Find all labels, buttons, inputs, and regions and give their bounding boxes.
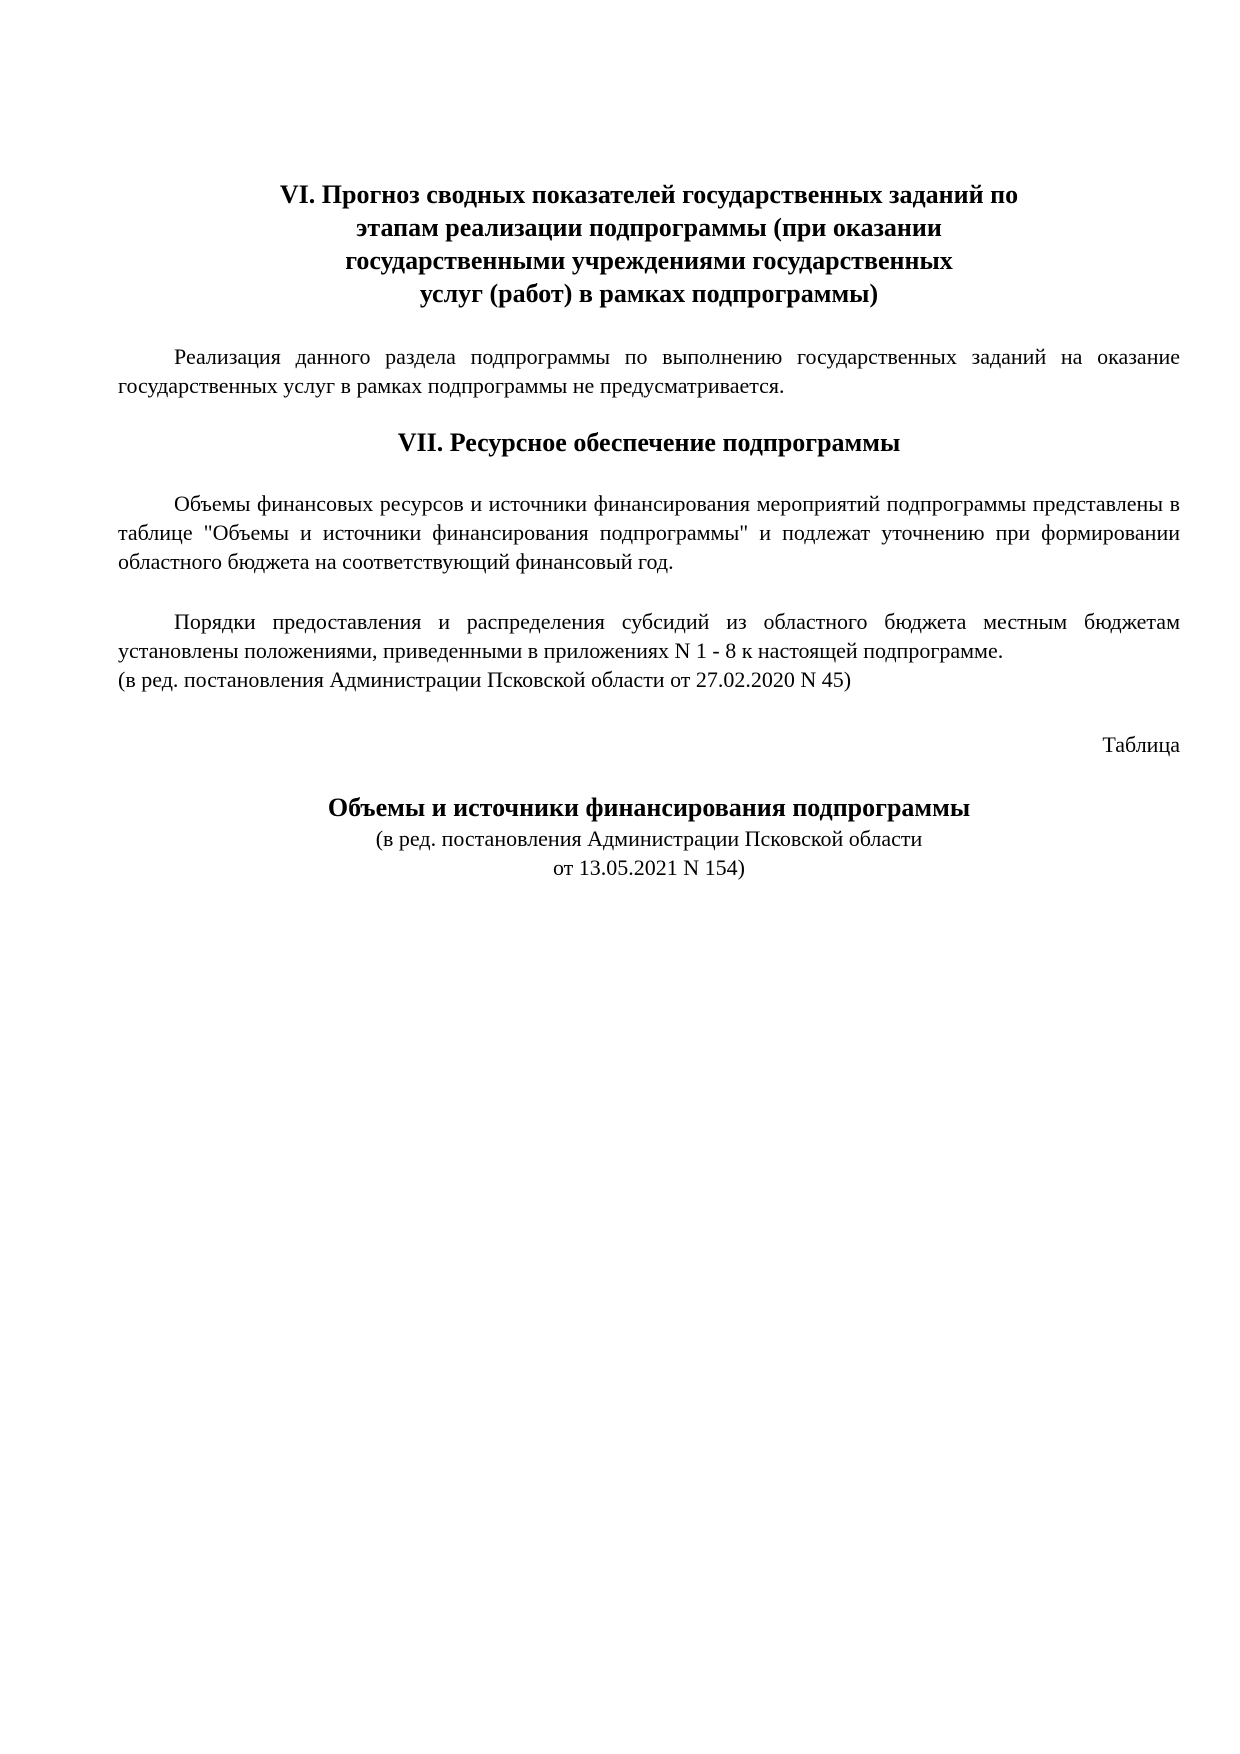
section-6-heading-line: государственными учреждениями государственных [345, 246, 953, 275]
section-6-heading-line: услуг (работ) в рамках подпрограммы) [419, 279, 879, 308]
section-7-paragraph-resources: Объемы финансовых ресурсов и источники финансирования мероприятий подпрограммы представлены в таблице "Объемы и источники финансирования подпрограммы" и подлежат уточнению при формировании областного бюджета на соответствующий финансовый год. [118, 491, 1180, 574]
document-content [118, 178, 1180, 882]
amendment-note: (в ред. постановления Администрации Псковской области от 27.02.2020 N 45) [118, 667, 852, 692]
table-title: Объемы и источники финансирования подпрограммы [327, 793, 971, 822]
section-6-paragraph: Реализация данного раздела подпрограммы по выполнению государственных заданий на оказание государственных услуг в рамках подпрограммы не предусматривается. [118, 344, 1180, 398]
section-7-heading: VII. Ресурсное обеспечение подпрограммы [397, 428, 901, 457]
section-6-heading-line: этапам реализации подпрограммы (при оказании [356, 213, 942, 242]
table-amendment-note-line: от 13.05.2021 N 154) [552, 855, 746, 880]
section-6-heading-line: VI. Прогноз сводных показателей государственных заданий по [279, 180, 1019, 209]
section-6-heading [118, 178, 1180, 310]
table-label: Таблица [1102, 732, 1180, 757]
section-7-paragraph-subsidies: Порядки предоставления и распределения субсидий из областного бюджета местным бюджетам установлены положениями, приведенными в приложениях N 1 - 8 к настоящей подпрограмме. [118, 609, 1180, 663]
table-amendment-note-line: (в ред. постановления Администрации Псковской области [375, 826, 923, 851]
table-amendment-note [118, 824, 1180, 882]
